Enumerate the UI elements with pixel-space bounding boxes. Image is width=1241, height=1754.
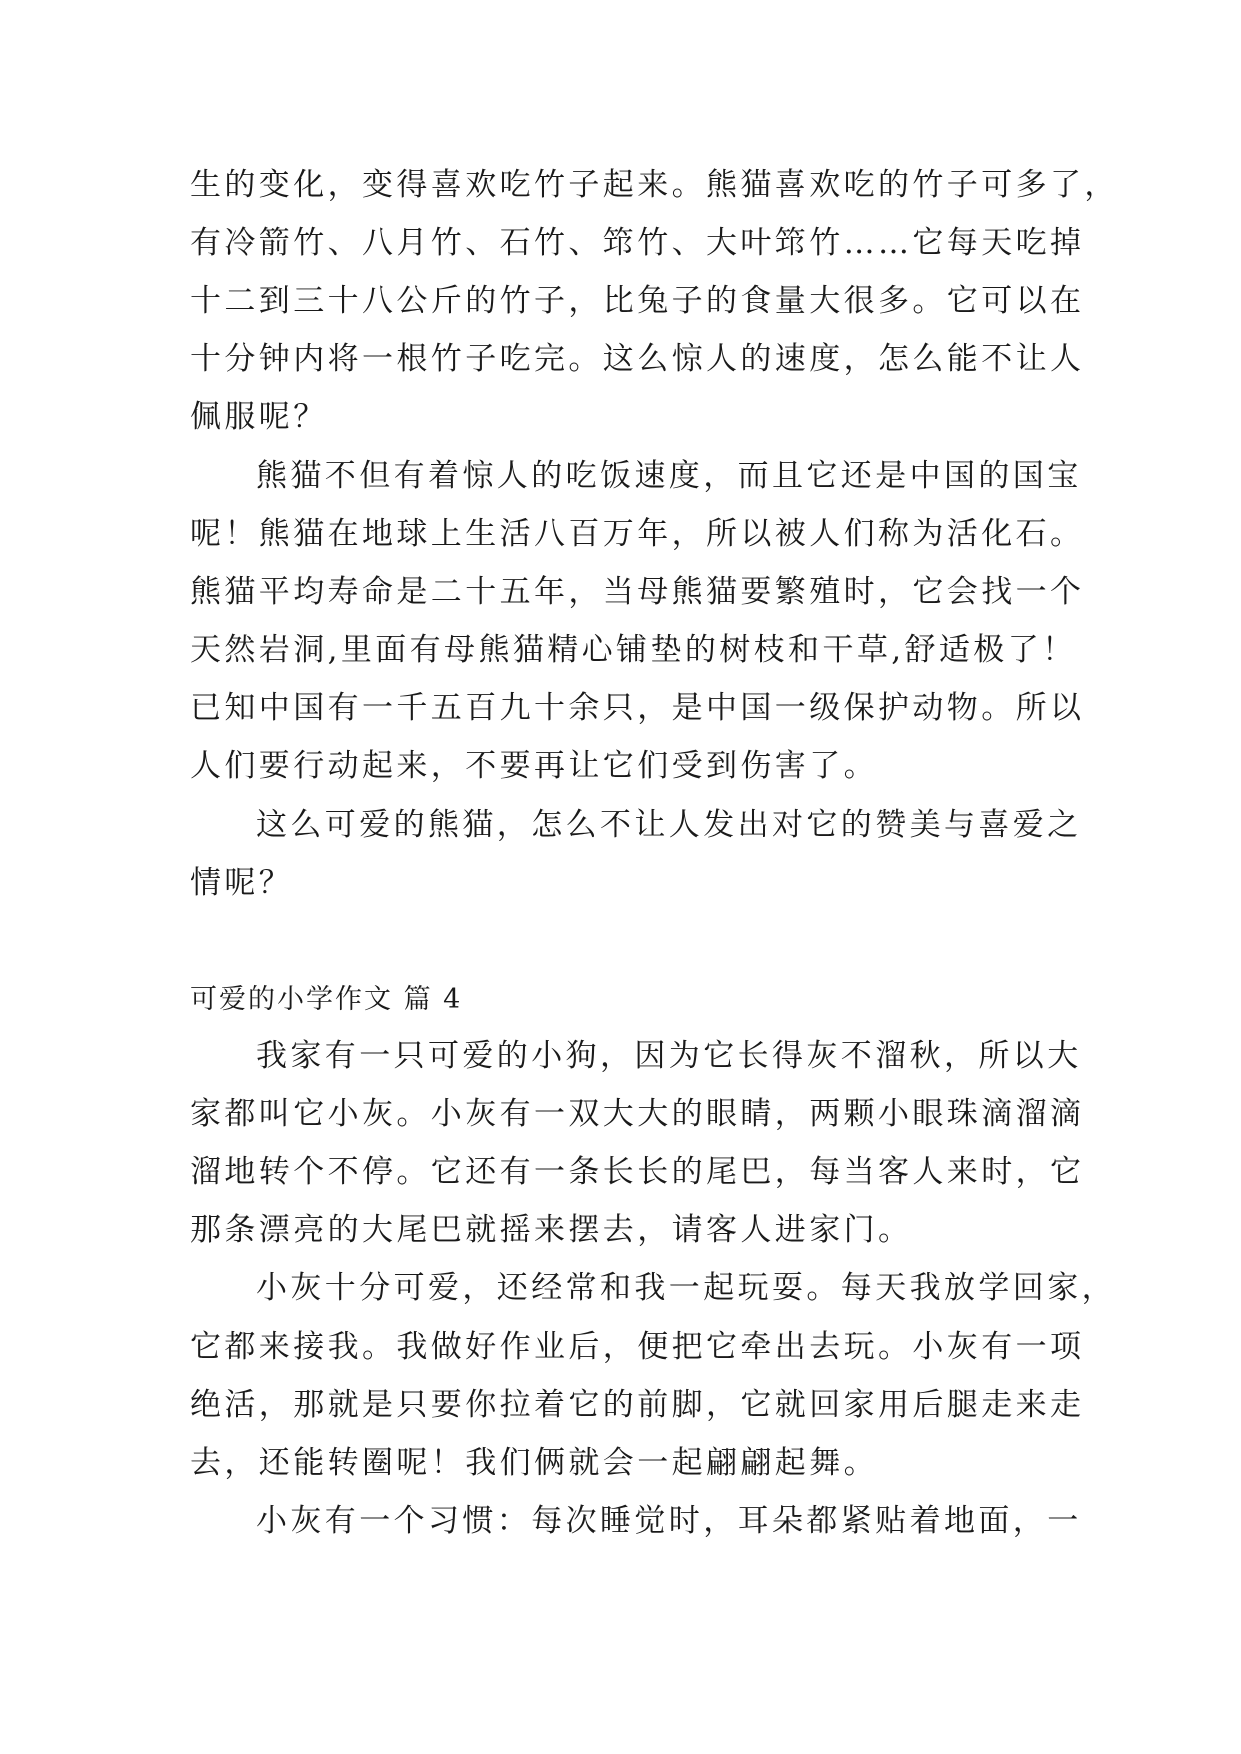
text-line: 佩服呢？ [190, 399, 328, 435]
text-line: 已知中国有一千五百九十余只，是中国一级保护动物。所以 [190, 690, 1085, 726]
text-line: 它都来接我。我做好作业后，便把它牵出去玩。小灰有一项 [190, 1329, 1085, 1365]
text-line: 生的变化，变得喜欢吃竹子起来。熊猫喜欢吃的竹子可多了， [190, 167, 1119, 203]
text-line: 小灰十分可爱，还经常和我一起玩耍。每天我放学回家， [256, 1270, 1116, 1306]
text-line: 我家有一只可爱的小狗，因为它长得灰不溜秋，所以大 [256, 1038, 1082, 1074]
text-line: 十二到三十八公斤的竹子，比兔子的食量大很多。它可以在 [190, 283, 1085, 319]
text-line: 那条漂亮的大尾巴就摇来摆去，请客人进家门。 [190, 1212, 913, 1248]
section-heading: 可爱的小学作文 篇 4 [190, 984, 463, 1015]
text-line: 熊猫平均寿命是二十五年，当母熊猫要繁殖时，它会找一个 [190, 574, 1085, 610]
text-line: 情呢？ [190, 865, 294, 901]
text-line: 小灰有一个习惯：每次睡觉时，耳朵都紧贴着地面，一 [256, 1503, 1082, 1539]
text-line: 熊猫不但有着惊人的吃饭速度，而且它还是中国的国宝 [256, 458, 1082, 494]
text-line: 呢！熊猫在地球上生活八百万年，所以被人们称为活化石。 [190, 516, 1085, 552]
text-line: 十分钟内将一根竹子吃完。这么惊人的速度，怎么能不让人 [190, 341, 1085, 377]
text-line: 去，还能转圈呢！我们俩就会一起翩翩起舞。 [190, 1445, 878, 1481]
text-line: 溜地转个不停。它还有一条长长的尾巴，每当客人来时，它 [190, 1154, 1085, 1190]
essay-body [190, 0, 1119, 1754]
text-line: 家都叫它小灰。小灰有一双大大的眼睛，两颗小眼珠滴溜滴 [190, 1096, 1085, 1132]
text-line: 这么可爱的熊猫，怎么不让人发出对它的赞美与喜爱之 [256, 807, 1082, 843]
text-line: 天然岩洞,里面有母熊猫精心铺垫的树枝和干草,舒适极了！ [190, 632, 1077, 668]
text-line: 人们要行动起来，不要再让它们受到伤害了。 [190, 748, 878, 784]
text-line: 绝活，那就是只要你拉着它的前脚，它就回家用后腿走来走 [190, 1387, 1085, 1423]
text-line: 有冷箭竹、八月竹、石竹、筇竹、大叶筇竹……它每天吃掉 [190, 225, 1085, 261]
